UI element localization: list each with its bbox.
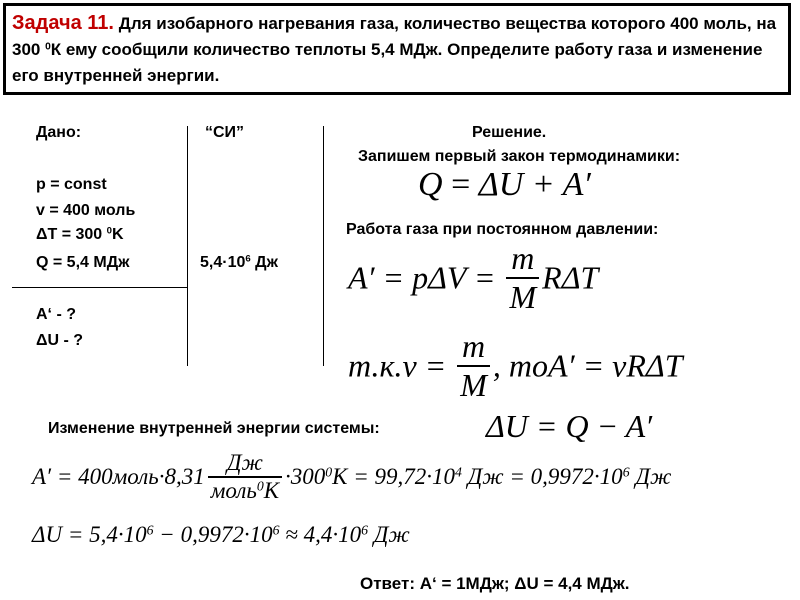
formula-work-den: M [506, 277, 539, 316]
formula-work-rhs: RΔT [542, 259, 599, 296]
given-amount: v = 400 моль [36, 202, 136, 219]
calc-work-den [208, 476, 282, 504]
calc-work-b [285, 464, 671, 489]
formula-work-lhs: A′ = pΔV = [348, 259, 504, 296]
calc-work-e: Дж [629, 464, 672, 489]
given-delta-t-unit: K [112, 226, 124, 243]
calc-work-a: A′ = 400 [32, 464, 113, 489]
task-degree: 0 [45, 41, 51, 53]
formula-amount-lhs: т.к.ν = [348, 347, 455, 384]
calc-work-mol: моль [112, 464, 159, 489]
formula-work [348, 240, 598, 316]
calc-work-d: Дж = 0,9972·10 [461, 464, 623, 489]
calc-work-mul: ·8,31 [158, 464, 205, 489]
calc-work-b-text: ·300 [285, 464, 326, 489]
calc-du-c: ≈ 4,4·10 [279, 522, 362, 547]
find-internal-energy: ΔU - ? [36, 332, 84, 349]
si-header: “СИ” [205, 124, 245, 141]
calc-du-c-sup: 6 [361, 522, 369, 538]
given-delta-t-degree: 0 [106, 225, 112, 237]
calc-work-den-k: К [263, 478, 280, 503]
si-heat-exp: 6 [245, 253, 251, 265]
si-heat [200, 254, 278, 272]
formula-first-law [418, 166, 591, 204]
solution-header: Решение. [472, 124, 547, 141]
si-heat-base: 5,4·10 [200, 254, 246, 271]
calc-du-a: ΔU = 5,4·10 [32, 522, 147, 547]
formula-work-fraction [506, 240, 539, 316]
first-law-caption: Запишем первый закон термодинамики: [358, 148, 681, 165]
calc-work-fraction [208, 450, 282, 504]
task-label: Задача 11. [12, 12, 114, 34]
formula-amount [348, 328, 683, 404]
formula-internal-calc [32, 522, 410, 548]
given-si-divider [187, 126, 188, 366]
si-heat-unit: Дж [250, 254, 278, 271]
calc-work-den-mol: моль [210, 478, 257, 503]
formula-amount-fraction [457, 328, 490, 404]
calc-du-b-sup: 6 [272, 522, 280, 538]
si-solution-divider [323, 126, 324, 366]
find-work: A‘ - ? [36, 306, 76, 323]
calc-work-c: К = 99,72·10 [332, 464, 455, 489]
work-caption: Работа газа при постоянном давлении: [346, 221, 659, 238]
calc-work-num: Дж [226, 450, 263, 475]
answer: Ответ: A‘ = 1МДж; ΔU = 4,4 МДж. [360, 574, 630, 593]
calc-du-d: Дж [368, 522, 410, 547]
given-find-divider [12, 287, 188, 288]
given-pressure: p = const [36, 176, 107, 193]
formula-first-law-rhs: ΔU + A′ [478, 166, 591, 203]
calc-du-a-sup: 6 [146, 522, 154, 538]
formula-work-calc [32, 450, 671, 504]
given-heat: Q = 5,4 МДж [36, 254, 130, 271]
formula-first-law-eq: = [442, 166, 479, 203]
calc-work-b-sup: 0 [325, 464, 333, 480]
formula-first-law-lhs: Q [418, 166, 443, 203]
formula-amount-den: M [457, 365, 490, 404]
formula-amount-num: m [462, 328, 486, 364]
formula-internal-energy: ΔU = Q − A′ [486, 408, 653, 444]
calc-work-c-sup: 4 [454, 464, 462, 480]
given-delta-t [36, 226, 124, 244]
calc-work-den-sup: 0 [256, 478, 264, 494]
task-text-part-2: К ему сообщили количество теплоты 5,4 МДж. Определите работу газа и изменение его внутренней энергии. [12, 40, 763, 85]
formula-work-num: m [511, 240, 535, 276]
calc-work-d-sup: 6 [622, 464, 630, 480]
internal-energy-caption: Изменение внутренней энергии системы: [48, 420, 380, 437]
task-statement [12, 10, 787, 89]
calc-du-b: − 0,9972·10 [153, 522, 273, 547]
given-header: Дано: [36, 124, 82, 141]
task-text-part-1: Для изобарного нагревания газа, количество вещества которого 400 моль, на 300 [12, 14, 777, 59]
given-delta-t-value: ΔT = 300 [36, 226, 103, 243]
formula-amount-rhs: , тоA′ = νRΔT [492, 347, 683, 384]
